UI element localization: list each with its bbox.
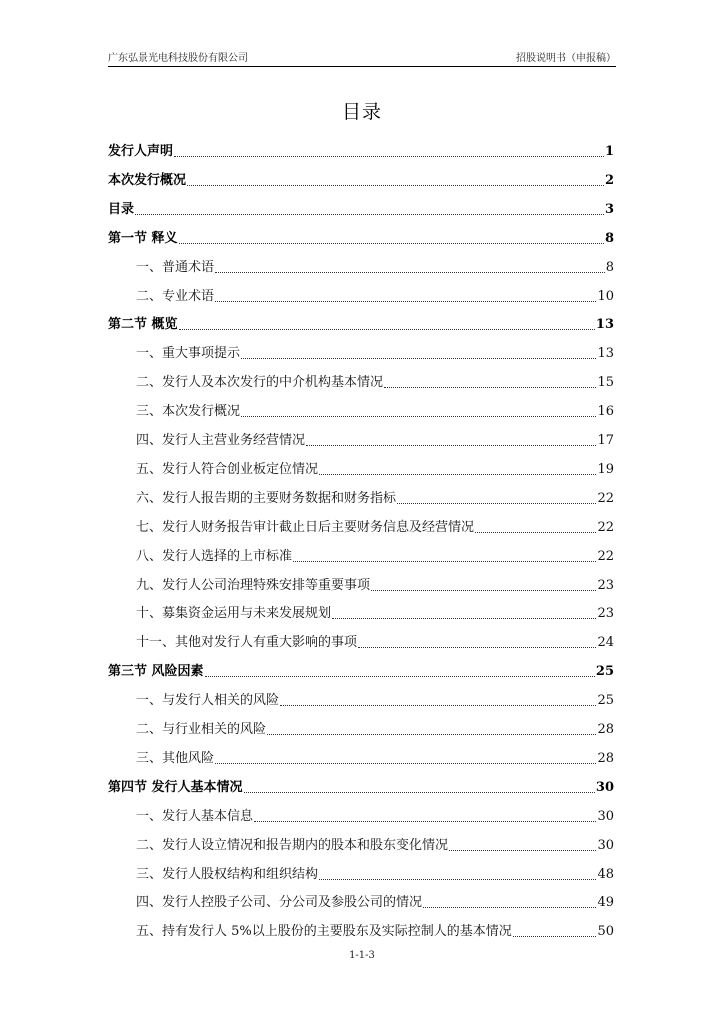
- toc-section-entry[interactable]: [136, 256, 614, 276]
- toc-entry-label: 二、发行人设立情况和报告期内的股本和股东变化情况: [136, 837, 449, 853]
- toc-chapter-entry[interactable]: [108, 198, 614, 218]
- toc-chapter-entry[interactable]: [108, 140, 614, 160]
- header-divider: [108, 66, 616, 67]
- toc-section-entry[interactable]: [136, 342, 614, 362]
- toc-entry-page-number: 15: [597, 375, 614, 391]
- toc-section-entry[interactable]: [136, 400, 614, 420]
- toc-section-entry[interactable]: [136, 718, 614, 738]
- toc-dot-leader: [280, 705, 596, 706]
- toc-entry-page-number: 23: [597, 606, 614, 622]
- toc-section-entry[interactable]: [136, 371, 614, 391]
- toc-entry-label: 二、专业术语: [136, 288, 215, 304]
- toc-section-entry[interactable]: [136, 805, 614, 825]
- toc-entry-label: 四、发行人控股子公司、分公司及参股公司的情况: [136, 895, 423, 911]
- toc-dot-leader: [332, 618, 596, 619]
- toc-section-entry[interactable]: [136, 545, 614, 565]
- toc-dot-leader: [423, 907, 596, 908]
- toc-entry-label: 第四节 发行人基本情况: [108, 779, 243, 795]
- toc-dot-leader: [267, 734, 596, 735]
- toc-entry-label: 一、重大事项提示: [136, 346, 241, 362]
- toc-entry-label: 目录: [108, 201, 135, 217]
- toc-entry-page-number: 16: [597, 404, 614, 420]
- toc-dot-leader: [319, 474, 596, 475]
- toc-section-entry[interactable]: [136, 689, 614, 709]
- toc-dot-leader: [187, 185, 604, 186]
- toc-entry-page-number: 13: [595, 317, 614, 333]
- toc-chapter-entry[interactable]: [108, 227, 614, 247]
- toc-entry-label: 第三节 风险因素: [108, 664, 204, 680]
- toc-entry-label: 八、发行人选择的上市标准: [136, 548, 293, 564]
- toc-dot-leader: [449, 850, 596, 851]
- toc-section-entry[interactable]: [136, 834, 614, 854]
- toc-entry-page-number: 49: [597, 895, 614, 911]
- toc-entry-label: 一、与发行人相关的风险: [136, 693, 280, 709]
- toc-chapter-entry[interactable]: [108, 169, 614, 189]
- header-document-type: 招股说明书（申报稿）: [516, 53, 616, 64]
- toc-section-entry[interactable]: [136, 863, 614, 883]
- toc-entry-label: 十、募集资金运用与未来发展规划: [136, 606, 332, 622]
- toc-entry-page-number: 25: [595, 664, 614, 680]
- toc-entry-page-number: 17: [597, 433, 614, 448]
- toc-entry-page-number: 30: [595, 779, 614, 795]
- toc-dot-leader: [215, 272, 605, 273]
- toc-dot-leader: [241, 416, 596, 417]
- toc-dot-leader: [358, 647, 596, 648]
- toc-section-entry[interactable]: [136, 285, 614, 305]
- page-header: [108, 48, 616, 64]
- toc-entry-page-number: 13: [597, 346, 614, 362]
- toc-entry-label: 二、发行人及本次发行的中介机构基本情况: [136, 375, 384, 391]
- toc-entry-label: 三、本次发行概况: [136, 404, 241, 420]
- toc-entry-label: 七、发行人财务报告审计截止日后主要财务信息及经营情况: [136, 519, 475, 535]
- page-title: 目录: [341, 101, 382, 123]
- toc-entry-label: 九、发行人公司治理特殊安排等重要事项: [136, 577, 371, 593]
- toc-entry-page-number: 1: [604, 144, 614, 159]
- toc-entry-page-number: 25: [597, 693, 614, 709]
- toc-dot-leader: [475, 532, 596, 533]
- toc-section-entry[interactable]: [136, 891, 614, 911]
- toc-dot-leader: [397, 503, 596, 504]
- toc-dot-leader: [244, 792, 595, 793]
- toc-entry-page-number: 50: [597, 924, 614, 940]
- page-footer: [0, 950, 724, 961]
- toc-entry-page-number: 8: [605, 259, 614, 275]
- toc-section-entry[interactable]: [136, 920, 614, 940]
- toc-entry-page-number: 24: [597, 635, 614, 651]
- toc-entry-label: 六、发行人报告期的主要财务数据和财务指标: [136, 490, 397, 506]
- toc-chapter-entry[interactable]: [108, 776, 614, 796]
- toc-dot-leader: [179, 243, 604, 244]
- toc-dot-leader: [513, 936, 597, 937]
- toc-chapter-entry[interactable]: [108, 313, 614, 333]
- toc-entry-label: 三、其他风险: [136, 750, 215, 766]
- toc-section-entry[interactable]: [136, 602, 614, 622]
- toc-dot-leader: [384, 387, 596, 388]
- toc-entry-label: 第二节 概览: [108, 317, 178, 333]
- toc-entry-label: 发行人声明: [108, 144, 174, 159]
- toc-entry-page-number: 22: [597, 490, 614, 506]
- toc-dot-leader: [179, 329, 595, 330]
- toc-section-entry[interactable]: [136, 429, 614, 449]
- toc-entry-page-number: 48: [597, 866, 614, 882]
- toc-dot-leader: [241, 358, 596, 359]
- toc-dot-leader: [215, 301, 596, 302]
- toc-section-entry[interactable]: [136, 574, 614, 594]
- toc-section-entry[interactable]: [136, 516, 614, 536]
- toc-entry-label: 四、发行人主营业务经营情况: [136, 433, 306, 448]
- toc-entry-page-number: 28: [597, 722, 614, 737]
- toc-entry-page-number: 23: [597, 577, 614, 593]
- toc-dot-leader: [135, 214, 604, 215]
- toc-entry-label: 第一节 释义: [108, 230, 178, 246]
- toc-dot-leader: [254, 821, 596, 822]
- toc-entry-page-number: 22: [597, 519, 614, 535]
- toc-section-entry[interactable]: [136, 747, 614, 767]
- toc-entry-label: 一、发行人基本信息: [136, 808, 254, 824]
- toc-entry-label: 五、发行人符合创业板定位情况: [136, 461, 319, 477]
- toc-entry-label: 一、普通术语: [136, 259, 215, 275]
- toc-entry-label: 三、发行人股权结构和组织结构: [136, 866, 319, 882]
- footer-page-number: 1-1-3: [349, 950, 375, 961]
- toc-dot-leader: [215, 763, 596, 764]
- toc-entry-page-number: 28: [597, 750, 614, 766]
- toc-chapter-entry[interactable]: [108, 660, 614, 680]
- toc-entry-page-number: 30: [597, 837, 614, 853]
- toc-dot-leader: [319, 879, 596, 880]
- toc-dot-leader: [293, 561, 596, 562]
- toc-entry-label: 本次发行概况: [108, 172, 187, 188]
- toc-entry-page-number: 22: [597, 548, 614, 564]
- toc-entry-page-number: 8: [604, 230, 614, 246]
- toc-entry-label: 十一、其他对发行人有重大影响的事项: [136, 635, 358, 651]
- toc-dot-leader: [174, 156, 604, 157]
- toc-dot-leader: [371, 590, 596, 591]
- toc-section-entry[interactable]: [136, 631, 614, 651]
- toc-dot-leader: [306, 445, 596, 446]
- toc-entry-page-number: 3: [604, 201, 614, 217]
- toc-entry-page-number: 2: [604, 172, 614, 188]
- toc-section-entry[interactable]: [136, 487, 614, 507]
- toc-section-entry[interactable]: [136, 458, 614, 478]
- toc-entry-label: 五、持有发行人 5%以上股份的主要股东及实际控制人的基本情况: [136, 924, 512, 940]
- header-company-name: 广东弘景光电科技股份有限公司: [108, 53, 248, 64]
- toc-entry-page-number: 10: [597, 288, 614, 304]
- toc-entry-label: 二、与行业相关的风险: [136, 722, 267, 737]
- toc-entry-page-number: 30: [597, 808, 614, 824]
- toc-entry-page-number: 19: [597, 461, 614, 477]
- toc-dot-leader: [205, 676, 595, 677]
